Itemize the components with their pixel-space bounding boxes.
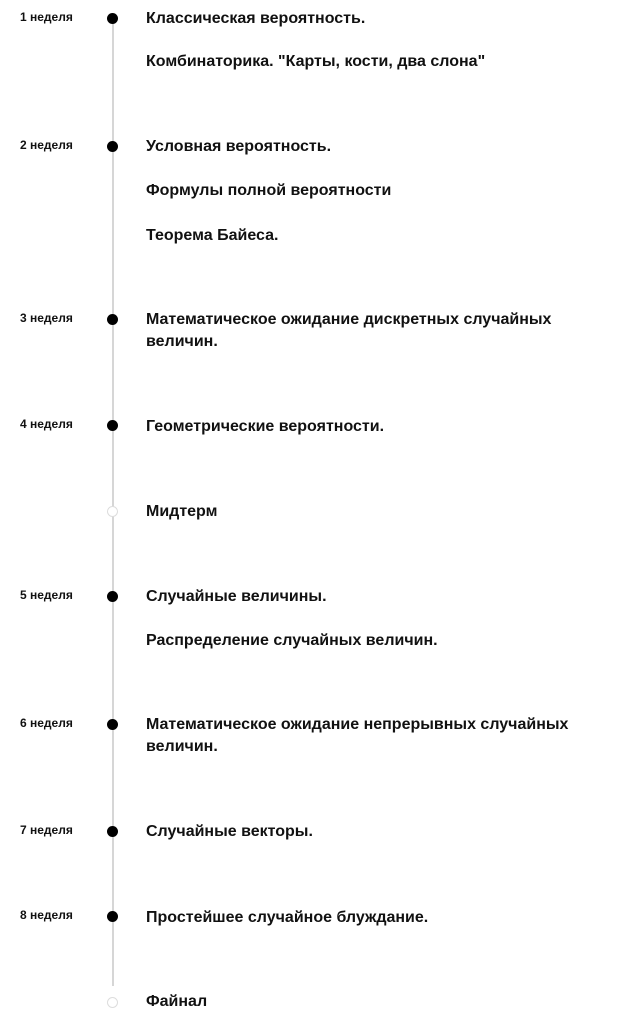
- timeline-dot-filled-icon: [107, 420, 118, 431]
- topic: Случайные векторы.: [146, 823, 313, 840]
- timeline-line: [112, 18, 114, 986]
- timeline-dot-filled-icon: [107, 141, 118, 152]
- topic: Случайные величины.: [146, 588, 327, 605]
- week-label: 6 неделя: [20, 716, 73, 730]
- topic: Теорема Байеса.: [146, 227, 279, 244]
- week-label: 8 неделя: [20, 908, 73, 922]
- topic-final: Файнал: [146, 993, 208, 1010]
- week-label: 1 неделя: [20, 10, 73, 24]
- topic: Математическое ожидание дискретных случайных величин.: [146, 311, 552, 350]
- topic: Формулы полной вероятности: [146, 182, 392, 199]
- week-label: 4 неделя: [20, 417, 73, 431]
- topic-midterm: Мидтерм: [146, 503, 218, 520]
- timeline-dot-filled-icon: [107, 314, 118, 325]
- week-label: 7 неделя: [20, 823, 73, 837]
- timeline-dot-filled-icon: [107, 591, 118, 602]
- timeline-dot-hollow-icon: [107, 997, 118, 1008]
- timeline-dot-filled-icon: [107, 13, 118, 24]
- topic: Условная вероятность.: [146, 138, 332, 155]
- week-label: 5 неделя: [20, 588, 73, 602]
- week-label: 2 неделя: [20, 138, 73, 152]
- week-label: 3 неделя: [20, 311, 73, 325]
- topic: Классическая вероятность.: [146, 10, 366, 27]
- topic: Математическое ожидание непрерывных случайных величин.: [146, 716, 569, 755]
- topic: Простейшее случайное блуждание.: [146, 909, 429, 926]
- topic: Распределение случайных величин.: [146, 632, 438, 649]
- timeline-dot-filled-icon: [107, 826, 118, 837]
- topic: Геометрические вероятности.: [146, 418, 385, 435]
- topic: Комбинаторика. "Карты, кости, два слона": [146, 53, 486, 70]
- timeline-dot-hollow-icon: [107, 506, 118, 517]
- timeline-dot-filled-icon: [107, 911, 118, 922]
- timeline-dot-filled-icon: [107, 719, 118, 730]
